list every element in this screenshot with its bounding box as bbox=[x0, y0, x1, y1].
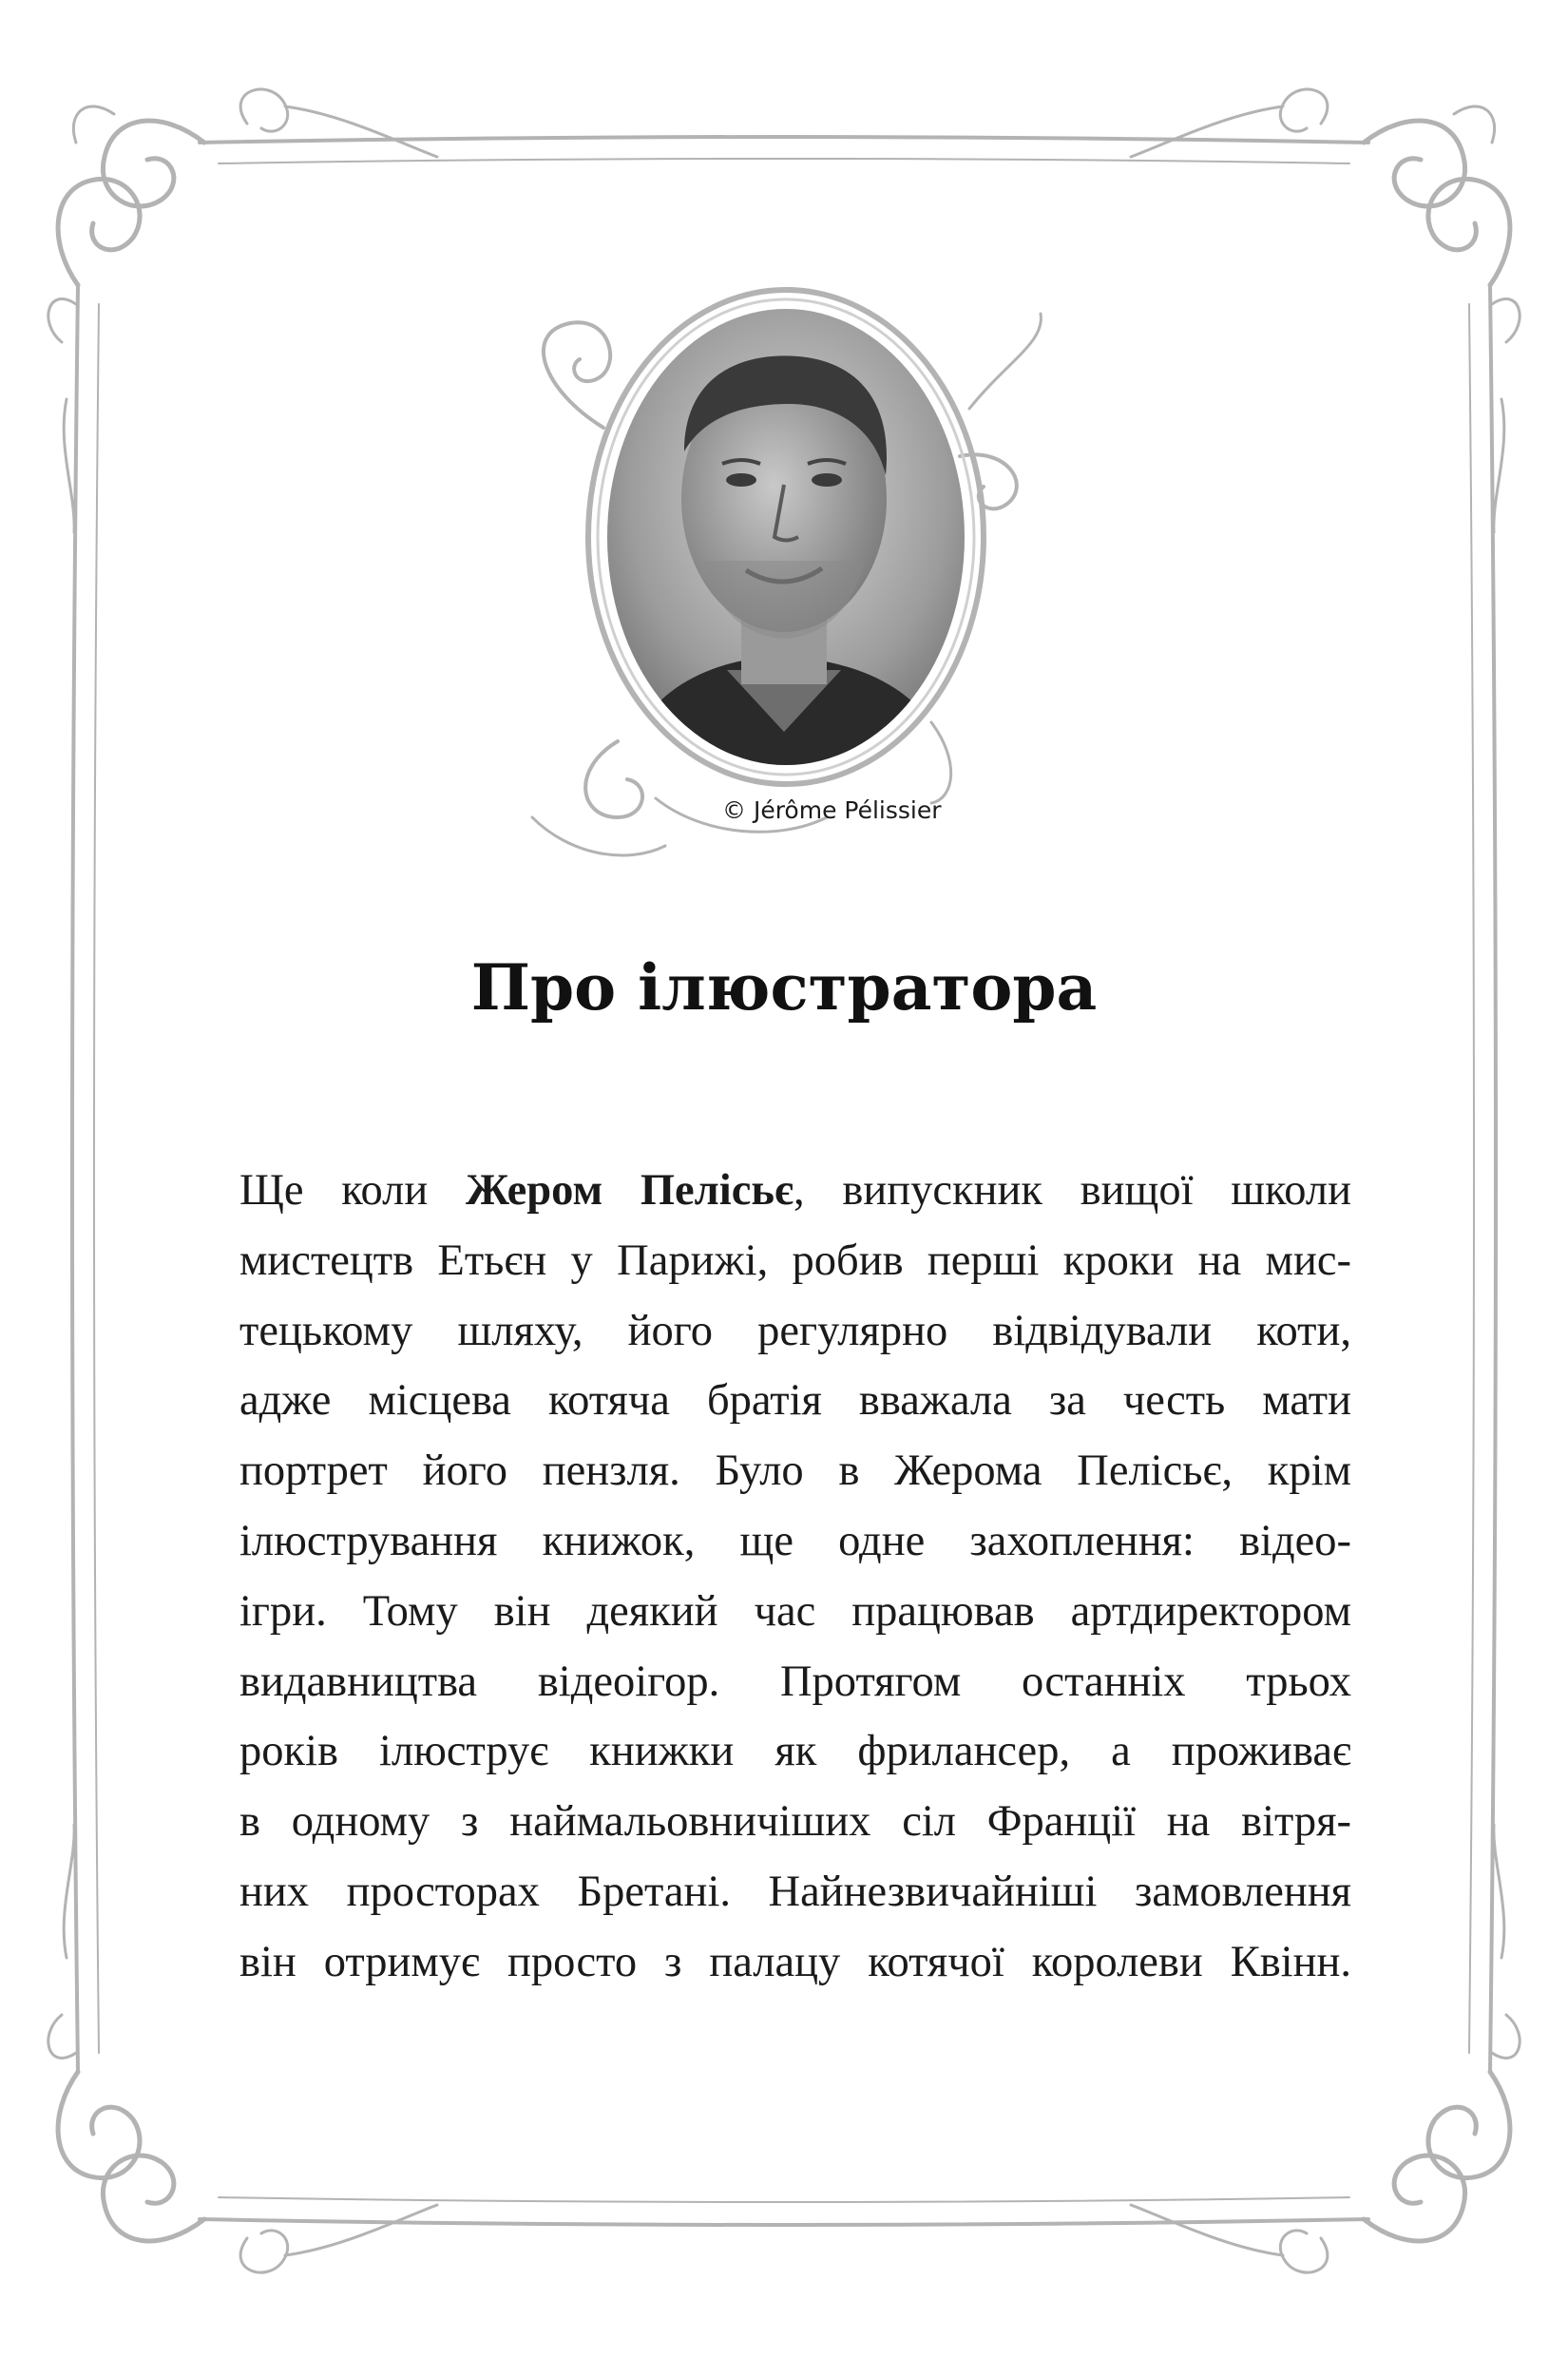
bio-line bbox=[239, 1577, 1351, 1647]
bio-line bbox=[239, 1296, 1351, 1367]
bio-text: них просторах Бретані. Найнезвичайніші замовлення bbox=[239, 1867, 1351, 1916]
page-title: Про ілюстратора bbox=[470, 950, 1098, 1025]
bio-text: він отримує просто з палацу котячої королеви Квінн. bbox=[239, 1937, 1351, 1986]
bio-text: в одному з наймальовничіших сіл Франції на вітря- bbox=[239, 1797, 1351, 1847]
bio-line bbox=[239, 1436, 1351, 1506]
bio-line bbox=[239, 1716, 1351, 1787]
illustrator-bio bbox=[239, 1156, 1351, 1998]
bio-text: мистецтв Етьєн у Парижі, робив перші кроки на мис- bbox=[239, 1236, 1351, 1285]
bio-line bbox=[239, 1927, 1351, 1998]
bio-text: , випускник вищої школи bbox=[794, 1166, 1351, 1215]
bio-text: ілюстрування книжок, ще одне захоплення: відео- bbox=[239, 1516, 1351, 1565]
bio-text: років ілюструє книжки як фрилансер, а проживає bbox=[239, 1727, 1351, 1776]
bio-text: Ще коли bbox=[239, 1166, 466, 1215]
bio-line bbox=[239, 1787, 1351, 1857]
illustrator-name: Жером Пелісьє bbox=[465, 1166, 794, 1215]
bio-line bbox=[239, 1156, 1351, 1226]
bio-line bbox=[239, 1647, 1351, 1717]
bio-line bbox=[239, 1506, 1351, 1577]
illustrator-portrait bbox=[513, 285, 1045, 874]
bio-text: адже місцева котяча братія вважала за честь мати bbox=[239, 1376, 1351, 1426]
bio-line bbox=[239, 1857, 1351, 1927]
bio-text: тецькому шляху, його регулярно відвідували коти, bbox=[239, 1306, 1351, 1355]
portrait-photo bbox=[513, 285, 1045, 874]
bio-text: ігри. Тому він деякий час працював артдиректором bbox=[239, 1586, 1351, 1636]
bio-text: портрет його пензля. Було в Жерома Пелісьє, крім bbox=[239, 1447, 1351, 1496]
photo-credit: © Jérôme Pélissier bbox=[722, 796, 942, 824]
bio-text: видавництва відеоігор. Протягом останніх трьох bbox=[239, 1657, 1351, 1706]
bio-line bbox=[239, 1226, 1351, 1296]
bio-line bbox=[239, 1366, 1351, 1436]
